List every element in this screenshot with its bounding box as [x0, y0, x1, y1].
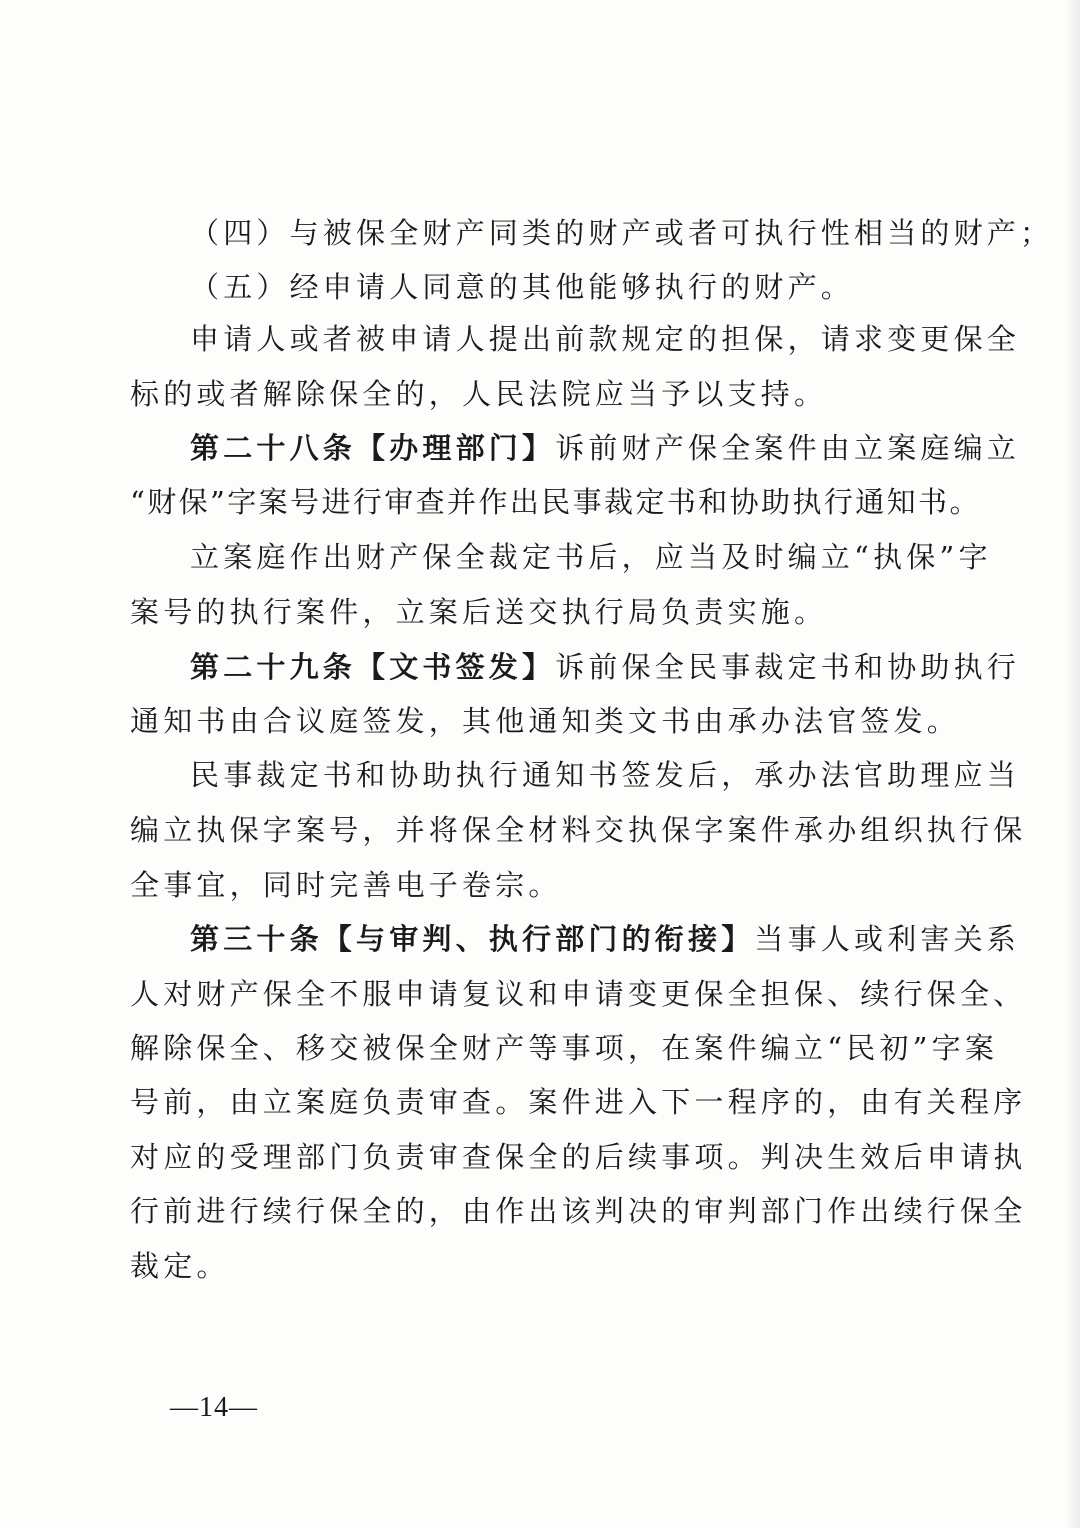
paragraph-line	[130, 482, 981, 522]
paragraph-text: 解除保全、移交被保全财产等事项，在案件编立“民初”字案	[130, 1031, 999, 1065]
paragraph-text: 通知书由合议庭签发，其他通知类文书由承办法官签发。	[130, 704, 961, 738]
paragraph-line	[190, 755, 1021, 795]
paragraph-text: 诉前财产保全案件由立案庭编立	[555, 431, 1021, 465]
paragraph-text: 对应的受理部门负责审查保全的后续事项。判决生效后申请执	[130, 1140, 1027, 1174]
article-29-line	[190, 647, 1021, 687]
page-number: —14—	[170, 1392, 258, 1423]
paragraph-text: 立案庭作出财产保全裁定书后，应当及时编立“执保”字	[190, 540, 992, 574]
paragraph-text: 诉前保全民事裁定书和协助执行	[555, 650, 1021, 684]
paragraph-line	[130, 701, 961, 741]
paragraph-text: （四）与被保全财产同类的财产或者可执行性相当的财产；	[190, 216, 1054, 250]
paragraph-line	[190, 319, 1021, 359]
paragraph-line	[130, 374, 930, 414]
paragraph-line	[130, 865, 930, 905]
article-28-line	[190, 428, 1021, 468]
article-heading: 第二十八条【办理部门】	[190, 431, 556, 465]
scan-edge	[1066, 0, 1080, 1528]
item-five-line	[190, 267, 990, 307]
paragraph-text: 人对财产保全不服申请复议和申请变更保全担保、续行保全、	[130, 977, 1027, 1011]
paragraph-text: 申请人或者被申请人提出前款规定的担保，请求变更保全	[190, 322, 1021, 356]
paragraph-text: 裁定。	[130, 1249, 230, 1283]
paragraph-line	[130, 1191, 1027, 1231]
paragraph-text: 全事宜，同时完善电子卷宗。	[130, 868, 562, 902]
paragraph-line	[130, 974, 1027, 1014]
paragraph-line	[130, 592, 930, 632]
article-heading: 第三十条【与审判、执行部门的衔接】	[190, 922, 755, 956]
paragraph-text: 编立执保字案号，并将保全材料交执保字案件承办组织执行保	[130, 813, 1027, 847]
paragraph-text: “财保”字案号进行审查并作出民事裁定书和协助执行通知书。	[130, 485, 981, 519]
paragraph-text: 行前进行续行保全的，由作出该判决的审判部门作出续行保全	[130, 1194, 1027, 1228]
paragraph-text: 标的或者解除保全的，人民法院应当予以支持。	[130, 377, 828, 411]
paragraph-text: 案号的执行案件，立案后送交执行局负责实施。	[130, 595, 828, 629]
paragraph-text: 号前，由立案庭负责审查。案件进入下一程序的，由有关程序	[130, 1085, 1027, 1119]
paragraph-line	[130, 1082, 1027, 1122]
paragraph-line	[130, 1137, 1027, 1177]
article-30-line	[190, 919, 1021, 959]
paragraph-line	[190, 537, 990, 577]
paragraph-text: 当事人或利害关系	[754, 922, 1021, 956]
item-four-line	[190, 213, 1054, 253]
article-heading: 第二十九条【文书签发】	[190, 650, 556, 684]
paragraph-line	[130, 1246, 930, 1286]
paragraph-text: （五）经申请人同意的其他能够执行的财产。	[190, 270, 855, 304]
paragraph-line	[130, 810, 1027, 850]
paragraph-line	[130, 1028, 999, 1068]
paragraph-text: 民事裁定书和协助执行通知书签发后，承办法官助理应当	[190, 758, 1021, 792]
